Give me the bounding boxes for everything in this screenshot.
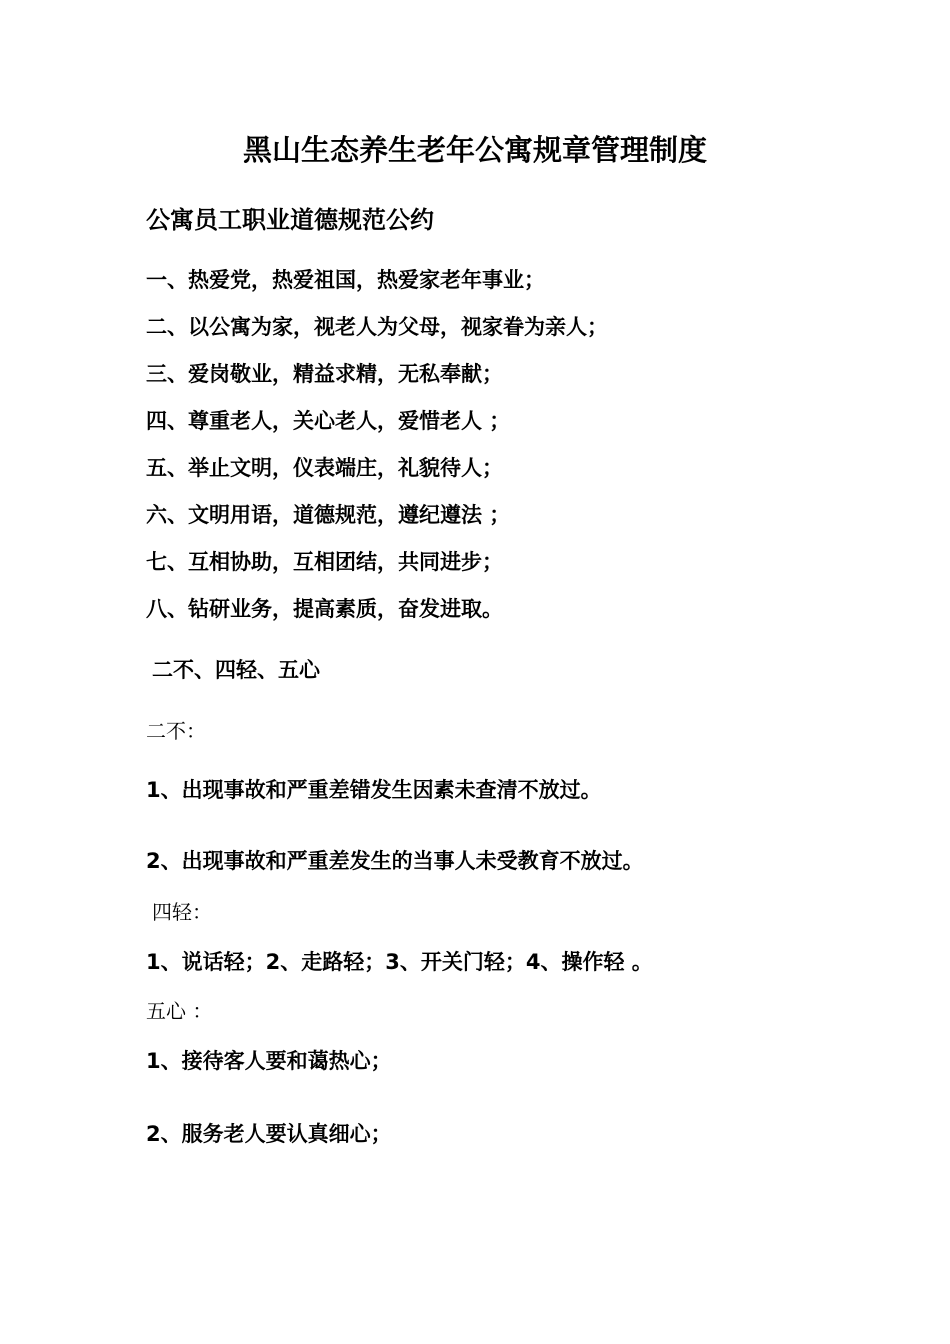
two-no-item: 2、出现事故和严重差发生的当事人未受教育不放过。 — [146, 849, 644, 873]
five-heart-heading: 五心 ： — [146, 999, 213, 1023]
section-subtitle: 公寓员工职业道德规范公约 — [146, 206, 434, 234]
pledge-item: 六、文明用语，道德规范，遵纪遵法 ； — [146, 503, 511, 527]
five-heart-item: 1、接待客人要和蔼热心； — [146, 1049, 392, 1073]
two-no-heading: 二不： — [146, 719, 206, 743]
document-title: 黑山生态养生老年公寓规章管理制度 — [242, 133, 707, 167]
pledge-item: 四、尊重老人，关心老人，爱惜老人 ； — [146, 409, 511, 433]
four-light-heading: 四轻： — [152, 900, 212, 924]
pledge-item: 七、互相协助，互相团结，共同进步； — [146, 550, 503, 574]
section-title: 二不、四轻、五心 — [152, 658, 320, 682]
four-light-item: 1、说话轻；2、走路轻；3、开关门轻；4、操作轻 。 — [146, 950, 653, 974]
five-heart-item: 2、服务老人要认真细心； — [146, 1122, 392, 1146]
pledge-item: 三、爱岗敬业，精益求精，无私奉献； — [146, 362, 503, 386]
pledge-item: 一、热爱党，热爱祖国，热爱家老年事业； — [146, 268, 545, 292]
pledge-item: 五、举止文明，仪表端庄，礼貌待人； — [146, 456, 503, 480]
pledge-item: 二、以公寓为家，视老人为父母，视家眷为亲人； — [146, 315, 608, 339]
two-no-item: 1、出现事故和严重差错发生因素未查清不放过。 — [146, 778, 602, 802]
pledge-item: 八、钻研业务，提高素质，奋发进取。 — [146, 597, 503, 621]
